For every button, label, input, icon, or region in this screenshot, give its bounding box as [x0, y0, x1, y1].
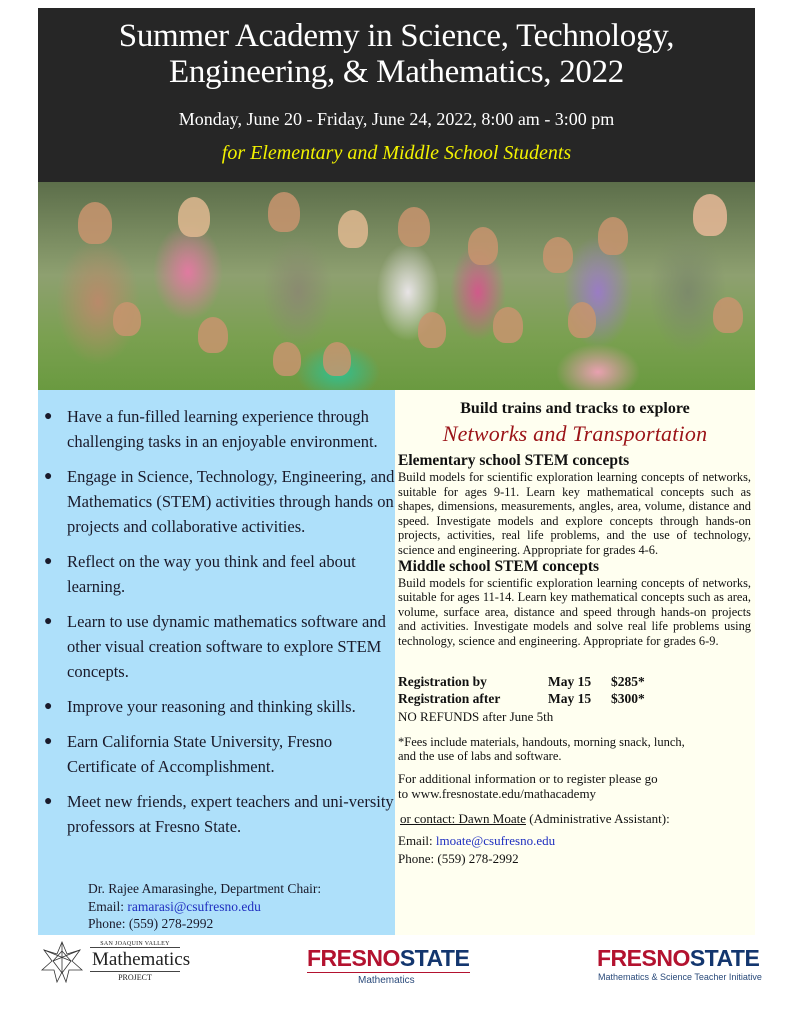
- benefits-panel: [38, 390, 395, 935]
- header-banner: [38, 8, 755, 182]
- bullet-text: Reflect on the way you think and feel about learning.: [67, 552, 356, 596]
- bullet-icon: ●: [44, 469, 53, 484]
- email-label: Email:: [398, 832, 436, 848]
- contact-phone: Phone: (559) 278-2992: [398, 850, 519, 866]
- info-line-1: For additional information or to register please go: [398, 770, 658, 786]
- sponsor-logos: [0, 935, 791, 995]
- list-item: [38, 609, 395, 684]
- bullet-text: Improve your reasoning and thinking skills.: [67, 697, 356, 716]
- benefits-list: [38, 404, 395, 849]
- fresno-state-wordmark: [307, 945, 469, 972]
- middle-section: [395, 558, 755, 649]
- contact-line: [400, 810, 755, 828]
- list-item: [38, 729, 395, 779]
- contact-email-link[interactable]: lmoate@csufresno.edu: [435, 832, 556, 848]
- title-line-2: Engineering, & Mathematics, 2022: [168, 54, 625, 90]
- middle-title: Middle school STEM concepts: [398, 557, 600, 575]
- table-row: [398, 690, 755, 707]
- students-group-photo: [38, 182, 755, 390]
- bullet-icon: ●: [44, 614, 53, 629]
- list-item: [38, 549, 395, 599]
- chair-contact: [88, 880, 321, 933]
- fresno-text: FRESNO: [307, 945, 400, 971]
- logo-divider: [307, 972, 470, 973]
- registration-url[interactable]: to www.fresnostate.edu/mathacademy: [398, 785, 597, 801]
- reg-date: May 15: [548, 673, 592, 689]
- bullet-text: Learn to use dynamic mathematics software and other visual creation software to explore STEM concepts.: [67, 612, 386, 681]
- sjv-main-text: Mathematics: [92, 949, 191, 970]
- program-details-panel: [395, 390, 755, 935]
- info-text: [398, 771, 755, 801]
- bullet-text: Have a fun-filled learning experience through challenging tasks in an enjoyable environment.: [67, 407, 378, 451]
- page-title: [38, 18, 755, 90]
- bullet-icon: ●: [44, 554, 53, 569]
- table-row: [398, 673, 755, 690]
- bullet-text: Engage in Science, Technology, Engineering, and Mathematics (STEM) activities through hands on projects and collaborative activities.: [67, 467, 395, 536]
- chair-phone: Phone: (559) 278-2992: [88, 916, 214, 931]
- logo-subtitle: Mathematics & Science Teacher Initiative: [598, 972, 762, 982]
- chair-name: Dr. Rajee Amarasinghe, Department Chair:: [88, 881, 322, 896]
- sjv-top-text: SAN JOAQUIN VALLEY: [90, 941, 180, 948]
- email-label: Email:: [88, 898, 128, 914]
- bullet-icon: ●: [44, 794, 53, 809]
- reg-label: Registration after: [398, 690, 501, 706]
- bullet-icon: ●: [44, 409, 53, 424]
- title-line-1: Summer Academy in Science, Technology,: [118, 18, 675, 54]
- no-refunds-note: NO REFUNDS after June 5th: [398, 708, 554, 724]
- bullet-icon: ●: [44, 699, 53, 714]
- reg-date: May 15: [548, 690, 592, 706]
- state-text: STATE: [689, 945, 760, 971]
- list-item: [38, 789, 395, 839]
- build-heading: Build trains and tracks to explore: [460, 400, 690, 417]
- fees-note: *Fees include materials, handouts, morning snack, lunch, and the use of labs and software.: [398, 734, 685, 763]
- list-item: [38, 694, 395, 719]
- star-polyhedron-icon: [40, 941, 84, 983]
- middle-body: Build models for scientific exploration learning concepts of networks, suitable for ages 11-14. Learn key mathematical concepts such as area, volume, surface area, distance and speed through hands-on projects and activities. Investigate models and solve real life problems using technology, science and engineering. Appropriate for grades 6-9.: [398, 575, 751, 648]
- logo-subtitle: Mathematics: [358, 975, 415, 986]
- contact-name: or contact: Dawn Moate: [400, 810, 526, 826]
- fresno-text: FRESNO: [597, 945, 690, 971]
- chair-email-line: [88, 898, 321, 916]
- contact-role: (Administrative Assistant):: [525, 810, 670, 826]
- bullet-text: Earn California State University, Fresno Certificate of Accomplishment.: [67, 732, 333, 776]
- registration-table: [398, 673, 755, 707]
- fresno-state-wordmark: [597, 945, 759, 972]
- reg-label: Registration by: [398, 673, 487, 689]
- elementary-section: [395, 452, 755, 558]
- bullet-icon: ●: [44, 734, 53, 749]
- event-dates: Monday, June 20 - Friday, June 24, 2022, 8:00 am - 3:00 pm: [178, 109, 615, 129]
- reg-price: $300*: [611, 690, 645, 706]
- elementary-body: Build models for scientific exploration learning concepts of networks, suitable for ages 9-11. Learn key mathematical concepts such as shapes, dimensions, measurements, angles, area, volume, distance and speed. Investigate models and explore concepts through hands-on projects, activities, real life problems, and the use of technology, science and engineering. Appropriate for grades 4-6.: [398, 470, 751, 557]
- chair-email-link[interactable]: ramarasi@csufresno.edu: [127, 898, 261, 914]
- list-item: [38, 404, 395, 454]
- list-item: [38, 464, 395, 539]
- contact-email-line: [398, 832, 755, 850]
- reg-price: $285*: [611, 673, 645, 689]
- state-text: STATE: [399, 945, 470, 971]
- audience-subtitle: for Elementary and Middle School Students: [221, 142, 572, 164]
- bullet-text: Meet new friends, expert teachers and uni-versity professors at Fresno State.: [67, 792, 394, 836]
- sjv-bottom-text: PROJECT: [90, 971, 180, 982]
- elementary-title: Elementary school STEM concepts: [398, 452, 630, 469]
- networks-heading: Networks and Transportation: [442, 421, 708, 446]
